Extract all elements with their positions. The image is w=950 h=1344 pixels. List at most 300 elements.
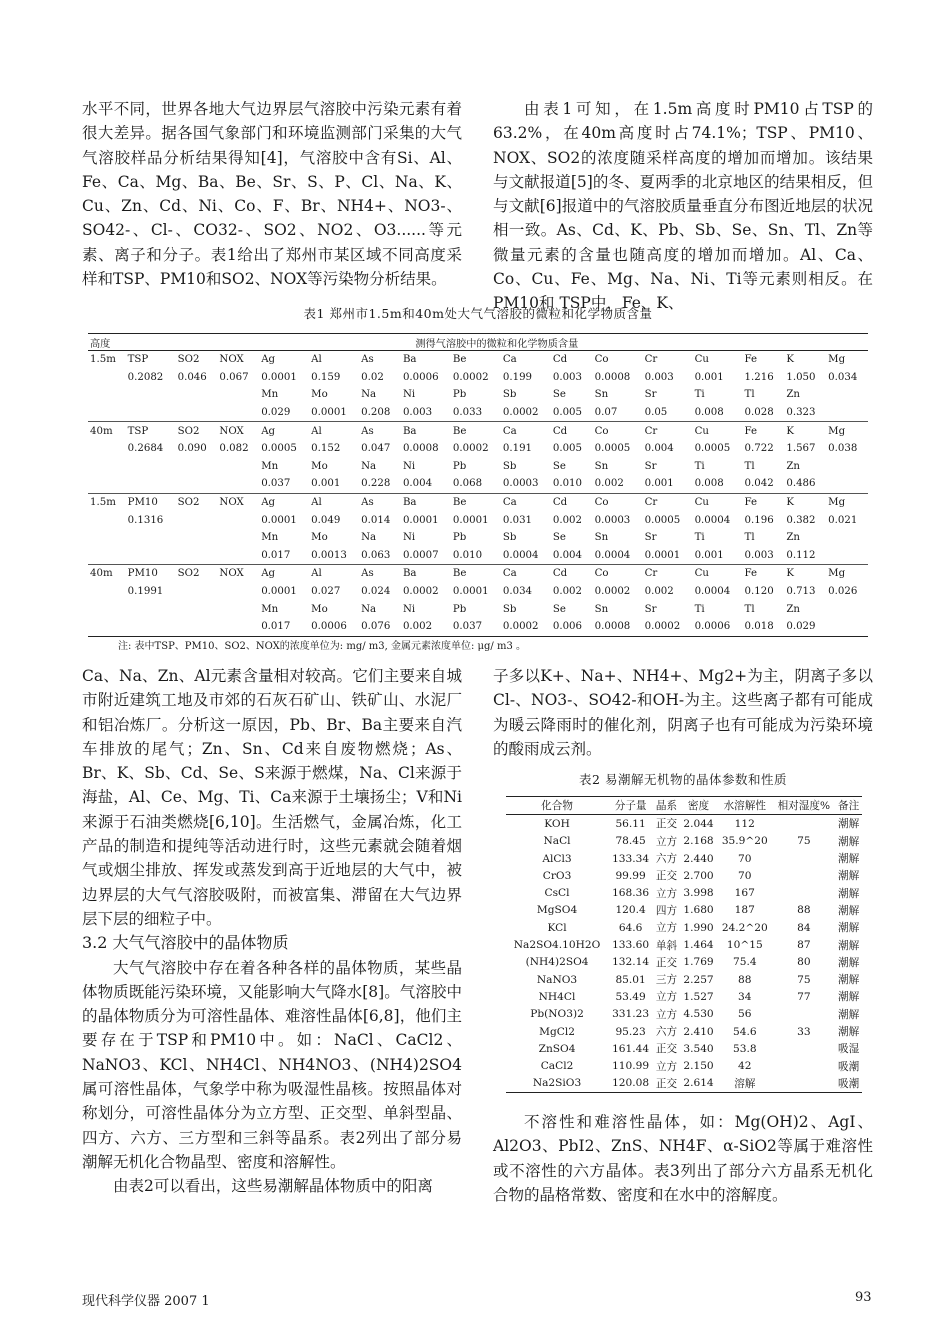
table-cell: Se xyxy=(552,460,566,472)
table2 xyxy=(506,796,862,1093)
table-cell: 0.0005 xyxy=(644,514,681,526)
right-column-top xyxy=(493,97,873,316)
table-cell: 正交 xyxy=(655,870,678,883)
table-cell: Mn xyxy=(261,460,279,472)
table-cell: 吸潮 xyxy=(835,1075,862,1093)
table-cell: 87 xyxy=(797,939,811,952)
table-cell: 潮解 xyxy=(838,922,860,935)
table-cell: Ti xyxy=(694,532,705,544)
table-header-cell: 晶系 xyxy=(653,797,680,815)
table-cell: Ca xyxy=(501,422,551,440)
table-cell: Mg xyxy=(828,354,846,366)
table-cell: 10^15 xyxy=(726,939,763,952)
table-cell: Na2SO4.10H2O xyxy=(513,939,601,952)
table-cell: 0.047 xyxy=(361,443,391,455)
table-cell xyxy=(126,600,176,618)
table-cell: Ni xyxy=(402,389,416,401)
table-cell: 4.530 xyxy=(683,1008,714,1021)
table-header-cell: 分子量 xyxy=(608,797,653,815)
table-cell: 1.5m xyxy=(88,493,126,511)
table-cell: 1.216 xyxy=(744,371,774,383)
table-cell: 0.0013 xyxy=(311,549,347,561)
table-cell: 0.1991 xyxy=(127,586,164,598)
table-cell: 0.722 xyxy=(744,443,774,455)
table-header-cell: 备注 xyxy=(835,797,862,815)
table-cell: Se xyxy=(552,603,566,615)
table-cell: Ag xyxy=(259,565,309,583)
table-cell: PM10 xyxy=(126,493,176,511)
table-cell: 33 xyxy=(797,1025,811,1038)
table-cell: 0.068 xyxy=(452,478,483,490)
table-cell: Sr xyxy=(644,389,657,401)
table-cell: 0.382 xyxy=(786,514,816,526)
table-cell xyxy=(176,583,218,601)
table-cell: NOX xyxy=(217,422,259,440)
table-cell: 0.003 xyxy=(552,371,583,383)
table-cell: 0.001 xyxy=(694,549,724,561)
table-row xyxy=(88,458,868,476)
table-row xyxy=(88,511,868,529)
table-cell: 0.2082 xyxy=(127,371,164,383)
table-cell: 0.159 xyxy=(311,371,341,383)
table-cell: Cr xyxy=(643,493,693,511)
table-cell xyxy=(88,386,126,404)
table-row xyxy=(506,1057,862,1074)
table-cell: Be xyxy=(451,493,501,511)
table-cell: Sr xyxy=(644,532,657,544)
table-cell: 0.1316 xyxy=(127,514,164,526)
table-cell: Fe xyxy=(743,493,785,511)
table-row xyxy=(506,1006,862,1023)
table-header-cell: 高度 xyxy=(88,334,126,351)
table-cell: NH4Cl xyxy=(538,990,576,1003)
table-cell: Pb xyxy=(452,460,467,472)
table-cell: Co xyxy=(593,565,643,583)
table-cell xyxy=(126,404,176,422)
table-cell xyxy=(88,369,126,387)
table-cell: 0.033 xyxy=(452,407,483,419)
table-cell: Tl xyxy=(744,532,755,544)
table-cell: 潮解 xyxy=(838,853,860,866)
table-cell: 0.0005 xyxy=(694,443,731,455)
table-cell: NOX xyxy=(217,565,259,583)
table-cell: Ni xyxy=(402,532,416,544)
table-cell: 0.0008 xyxy=(402,443,439,455)
table-cell: 0.0002 xyxy=(643,618,693,636)
table-cell: 1.990 xyxy=(683,921,714,934)
table-cell: 0.004 xyxy=(644,443,674,455)
table-cell: 0.049 xyxy=(311,514,341,526)
table-cell: 0.0004 xyxy=(502,549,539,561)
table-cell: 70 xyxy=(738,869,752,882)
table-cell: CaCl2 xyxy=(540,1060,574,1073)
table-cell: 正交 xyxy=(653,1075,680,1093)
table-cell: 24.2^20 xyxy=(721,921,768,934)
paragraph: 不溶性和难溶性晶体，如：Mg(OH)2、AgI、Al2O3、PbI2、ZnS、NH4F、α-SiO2等属于难溶性或不溶性的六方晶体。表3列出了部分六方晶系无机化合物的晶格常数、密度和在水中的溶解度。 xyxy=(493,1113,873,1204)
table-cell: 潮解 xyxy=(838,991,860,1004)
table-cell: 0.0001 xyxy=(402,514,439,526)
table-header-cell: 密度 xyxy=(680,797,717,815)
table-cell: Cr xyxy=(643,422,693,440)
table-cell: Be xyxy=(451,422,501,440)
table1 xyxy=(88,333,868,637)
table-row xyxy=(88,475,868,493)
table-cell: 168.36 xyxy=(612,887,650,900)
table-cell: Mo xyxy=(311,389,328,401)
table-cell xyxy=(826,600,868,618)
table-cell xyxy=(88,458,126,476)
table-cell: 331.23 xyxy=(612,1008,650,1021)
table-cell xyxy=(772,1057,835,1074)
table-cell: 六方 xyxy=(655,853,678,866)
table-cell: KOH xyxy=(544,817,570,830)
table-cell: MgSO4 xyxy=(536,904,578,917)
table-cell: Zn xyxy=(786,532,800,544)
table-cell: 2.168 xyxy=(683,835,714,848)
table-cell: Cr xyxy=(644,354,658,366)
table-cell: 1.527 xyxy=(683,990,714,1003)
left-column-top xyxy=(82,97,462,291)
table-row xyxy=(88,369,868,387)
table-cell: 0.228 xyxy=(361,478,391,490)
table-cell: 潮解 xyxy=(838,835,860,848)
table-cell: TSP xyxy=(126,422,176,440)
table-cell: 0.05 xyxy=(644,407,668,419)
table-cell: 0.07 xyxy=(594,407,618,419)
table-cell: 0.002 xyxy=(644,586,674,598)
table-cell: 潮解 xyxy=(838,939,860,952)
table-cell: Sb xyxy=(502,460,517,472)
table-cell: 0.0007 xyxy=(402,549,439,561)
table-cell: Se xyxy=(552,389,566,401)
table-cell: 88 xyxy=(738,973,752,986)
table-cell: Tl xyxy=(744,389,755,401)
table-cell xyxy=(176,511,218,529)
table-cell: 0.0005 xyxy=(261,443,297,455)
table-cell: Zn xyxy=(786,389,800,401)
table-cell: 0.004 xyxy=(402,478,433,490)
table-cell: Sb xyxy=(502,389,517,401)
table-cell: 0.002 xyxy=(552,514,583,526)
table-cell: 0.037 xyxy=(261,478,291,490)
table-cell xyxy=(88,600,126,618)
table-cell: 1.567 xyxy=(786,443,816,455)
table-cell: Al xyxy=(311,354,322,366)
table-cell xyxy=(217,475,259,493)
table-cell: 0.002 xyxy=(552,586,583,598)
table-cell: 0.005 xyxy=(552,407,583,419)
table-cell: 0.001 xyxy=(311,478,341,490)
table-cell xyxy=(176,458,218,476)
table-cell: 75.4 xyxy=(732,956,757,969)
table-cell: 0.002 xyxy=(594,478,624,490)
table-cell: 80 xyxy=(797,956,811,969)
table-cell: 0.029 xyxy=(261,407,291,419)
table-row xyxy=(88,404,868,422)
table-cell: 0.034 xyxy=(828,371,858,383)
table-cell: 1.464 xyxy=(683,939,714,952)
table-cell: 0.112 xyxy=(786,549,816,561)
table-cell: 0.076 xyxy=(359,618,401,636)
table-cell: Al xyxy=(309,422,359,440)
table-cell xyxy=(772,815,835,833)
table-cell: 0.005 xyxy=(552,443,583,455)
table2-caption: 表2 易潮解无机物的晶体参数和性质 xyxy=(579,772,787,787)
table-cell xyxy=(176,529,218,547)
table-cell xyxy=(772,867,835,884)
table-cell: 0.003 xyxy=(402,407,433,419)
table-cell: PM10 xyxy=(126,565,176,583)
table-cell: 2.150 xyxy=(683,1060,714,1073)
table-cell: SO2 xyxy=(176,565,218,583)
table-row xyxy=(88,529,868,547)
table-row xyxy=(506,1075,862,1093)
table-cell: 1.680 xyxy=(683,904,714,917)
table-row xyxy=(88,422,868,440)
table-header-cell: 水溶解性 xyxy=(717,797,772,815)
table-cell: 0.017 xyxy=(259,618,309,636)
table-cell: 0.0002 xyxy=(452,371,489,383)
table-cell: 0.152 xyxy=(311,443,341,455)
table-cell: 2.700 xyxy=(683,869,714,882)
table-row xyxy=(88,600,868,618)
table-cell: 溶解 xyxy=(717,1075,772,1093)
table-cell: CrO3 xyxy=(542,869,572,882)
table1-note: 注: 表中TSP、PM10、SO2、NOX的浓度单位为: mg/ m3, 金属元素浓度单位: μg/ m3 。 xyxy=(118,641,526,652)
table-cell: 70 xyxy=(738,852,752,865)
table-cell: Tl xyxy=(744,603,755,615)
footer-journal: 现代科学仪器 2007 1 xyxy=(82,1294,210,1309)
table-row xyxy=(88,386,868,404)
table-cell: 潮解 xyxy=(838,974,860,987)
table-cell: 0.004 xyxy=(552,549,583,561)
table-cell xyxy=(217,618,259,636)
table-cell: 2.257 xyxy=(683,973,714,986)
table-cell: 112 xyxy=(734,817,755,830)
table-cell xyxy=(826,458,868,476)
table-cell: Ti xyxy=(694,603,705,615)
table-cell xyxy=(176,386,218,404)
table-cell: Ca xyxy=(501,565,551,583)
table-cell: Ni xyxy=(402,460,416,472)
table-cell xyxy=(176,600,218,618)
table-cell: 1.5m xyxy=(90,354,116,366)
table-row xyxy=(506,815,862,833)
table-cell: Pb xyxy=(452,389,467,401)
table-cell: 0.063 xyxy=(361,549,391,561)
table-cell xyxy=(217,458,259,476)
table-cell: 64.6 xyxy=(618,921,643,934)
table1-caption: 表1 郑州市1.5m和40m处大气气溶胶的微粒和化学物质含量 xyxy=(303,306,653,321)
table-cell: 正交 xyxy=(655,956,678,969)
table-cell: 0.010 xyxy=(452,549,483,561)
page-number: 93 xyxy=(855,1290,872,1305)
table-cell: 0.027 xyxy=(311,586,341,598)
table-cell: 0.191 xyxy=(502,443,533,455)
table-cell: Al xyxy=(309,565,359,583)
table-cell: 立方 xyxy=(655,1008,678,1021)
table-cell: 0.021 xyxy=(828,514,858,526)
table-cell: 立方 xyxy=(655,835,678,848)
table-row xyxy=(506,850,862,867)
table-row xyxy=(88,565,868,583)
table-cell: 0.323 xyxy=(786,407,816,419)
table-cell: 56.11 xyxy=(615,817,646,830)
table-cell: 0.0001 xyxy=(452,586,489,598)
table-cell: 40m xyxy=(88,565,126,583)
table-cell: Sn xyxy=(594,603,609,615)
table-cell: 0.0001 xyxy=(452,514,489,526)
table-cell: 40m xyxy=(88,422,126,440)
table-cell: 立方 xyxy=(655,887,678,900)
table-cell: 0.0002 xyxy=(402,586,439,598)
table-cell: ZnSO4 xyxy=(538,1042,576,1055)
table-cell: 0.018 xyxy=(743,618,785,636)
table-cell: MgCl2 xyxy=(539,1025,575,1038)
table-row xyxy=(506,954,862,971)
table-cell xyxy=(772,1040,835,1057)
table-cell xyxy=(826,547,868,565)
table-cell xyxy=(176,404,218,422)
table-cell: Fe xyxy=(744,354,758,366)
table-cell: Na xyxy=(361,389,377,401)
table-cell: 潮解 xyxy=(838,1026,860,1038)
table-row xyxy=(88,618,868,636)
table-cell: K xyxy=(784,422,826,440)
table-cell: 正交 xyxy=(655,818,678,831)
table-cell: Sr xyxy=(644,460,657,472)
table-cell: 161.44 xyxy=(612,1042,650,1055)
table-cell: Cd xyxy=(551,565,593,583)
table-cell: K xyxy=(784,565,826,583)
table-cell: 77 xyxy=(797,990,811,1003)
table-cell: 潮解 xyxy=(838,887,860,900)
paragraph: 由表1可知，在1.5m高度时PM10占TSP的63.2%，在40m高度时占74.1%；TSP、PM10、NOX、SO2的浓度随采样高度的增加而增加。该结果与文献报道[5]的冬、夏两季的北京地区的结果相反，但与文献[6]报道中的气溶胶质量垂直分布图近地层的状况相一致。As、Cd、K、Pb、Sb、Se、Sn、Tl、Zn等微量元素的含量也随高度的增加而增加。Al、Ca、Co、Cu、Fe、Mg、Na、Ni、Ti等元素则相反。在PM10和 TSP中，Fe、K、 xyxy=(493,100,873,313)
table-cell: Tl xyxy=(744,460,755,472)
table-cell: 132.14 xyxy=(612,956,650,969)
table-cell: 0.010 xyxy=(552,478,583,490)
table-cell: Na xyxy=(361,460,377,472)
table-cell: Ti xyxy=(694,460,705,472)
table-cell: Co xyxy=(593,422,643,440)
table-cell: 0.196 xyxy=(744,514,774,526)
table-cell: 35.9^20 xyxy=(721,835,768,848)
table-cell: Cd xyxy=(552,354,568,366)
table-cell xyxy=(126,618,176,636)
table-cell xyxy=(88,404,126,422)
table-cell: (NH4)2SO4 xyxy=(525,956,589,969)
table-cell: 立方 xyxy=(655,922,678,935)
table-cell: Zn xyxy=(786,460,800,472)
table-cell: 0.008 xyxy=(694,478,724,490)
table-cell xyxy=(88,583,126,601)
table-cell: Se xyxy=(552,532,566,544)
table-cell: Na2SiO3 xyxy=(506,1075,608,1093)
table-cell: 0.028 xyxy=(744,407,774,419)
table-cell: Ba xyxy=(402,354,417,366)
table-cell: 0.208 xyxy=(361,407,391,419)
table-cell: Mg xyxy=(826,565,868,583)
table-cell: Cu xyxy=(694,354,709,366)
paragraph: 水平不同，世界各地大气边界层气溶胶中污染元素有着很大差异。据各国气象部门和环境监测部门采集的大气气溶胶样品分析结果得知[4]，气溶胶中含有Si、Al、Fe、Ca、Mg、Ba、Be、Sr、S、P、Cl、Na、K、Cu、Zn、Cd、Ni、Co、F、Br、NH4+、NO3-、SO42-、Cl-、CO32-、SO2、NO2、O3......等元素、离子和分子。表1给出了郑州市某区域不同高度采样和TSP、PM10和SO2、NOX等污染物分析结果。 xyxy=(82,100,462,289)
table-header-cell: 测得气溶胶中的微粒和化学物质含量 xyxy=(126,334,868,351)
table-row xyxy=(506,919,862,936)
table-cell: 187 xyxy=(734,904,755,917)
table-cell: 0.0002 xyxy=(501,618,551,636)
table-cell: 0.0002 xyxy=(594,586,631,598)
table-cell xyxy=(217,404,259,422)
table-cell: Cd xyxy=(551,493,593,511)
table-row xyxy=(506,971,862,988)
table-cell xyxy=(126,475,176,493)
table-cell: TSP xyxy=(127,354,149,366)
table-cell: 99.99 xyxy=(615,869,646,882)
table-cell: NOX xyxy=(217,493,259,511)
table-cell: Na xyxy=(361,603,377,615)
table-cell: 立方 xyxy=(655,1060,678,1073)
table-cell: 潮解 xyxy=(838,818,860,831)
table-cell xyxy=(126,386,176,404)
table-cell: Cu xyxy=(693,422,743,440)
table-cell: 3.540 xyxy=(683,1042,714,1055)
table-cell: 潮解 xyxy=(838,904,860,917)
table-cell xyxy=(772,850,835,867)
table-header-cell: 化合物 xyxy=(506,797,608,815)
table-row xyxy=(88,440,868,458)
table-cell: 0.0006 xyxy=(402,371,439,383)
table-cell: 正交 xyxy=(655,1043,678,1056)
table-cell: 立方 xyxy=(655,991,678,1004)
table-cell: 吸湿 xyxy=(838,1043,860,1056)
table-header-row xyxy=(88,334,868,351)
table-row xyxy=(506,902,862,919)
table-cell: 0.0002 xyxy=(502,407,539,419)
table-cell: 0.0001 xyxy=(261,586,297,598)
table-cell: Mo xyxy=(311,532,328,544)
table-cell: 0.034 xyxy=(502,586,533,598)
table-cell: Co xyxy=(594,354,609,366)
table-cell: K xyxy=(784,493,826,511)
table-cell: 2.614 xyxy=(680,1075,717,1093)
table-cell: 0.0003 xyxy=(502,478,539,490)
table-cell xyxy=(217,600,259,618)
table-cell: 84 xyxy=(797,921,811,934)
table-cell xyxy=(826,529,868,547)
table-cell: 34 xyxy=(738,990,752,1003)
table-cell: 75 xyxy=(797,973,811,986)
table-cell: 0.008 xyxy=(694,407,724,419)
table-cell: Ca xyxy=(502,354,517,366)
table-cell: 潮解 xyxy=(838,870,860,883)
table-row xyxy=(88,493,868,511)
table-cell xyxy=(772,1006,835,1023)
table-cell: 0.0001 xyxy=(261,514,297,526)
table-cell: Mo xyxy=(311,460,328,472)
table-cell: 1.769 xyxy=(683,956,714,969)
paragraph: Ca、Na、Zn、Al元素含量相对较高。它们主要来自城市附近建筑工地及市郊的石灰石矿山、铁矿山、水泥厂和铝冶炼厂。分析这一原因，Pb、Br、Ba主要来自汽车排放的尾气；Zn、Sn、Cd来自废物燃烧；As、Br、K、Sb、Cd、Se、S来源于燃煤，Na、Cl来源于海盐，Al、Ce、Mg、Ti、Ca来源于土壤扬尘；V和Ni来源于石油类燃烧[6,10]。生活燃气，金属冶炼，化工产品的制造和提纯等活动进行时，这些元素就会随着烟气或烟尘排放、挥发或蒸发到高于近地层的大气中，被边界层的大气气溶胶吸附，而被富集、滞留在大气边界层下层的细粒子中。 xyxy=(82,667,462,928)
table-cell: Sb xyxy=(502,532,517,544)
table-cell: Na xyxy=(361,532,377,544)
table-cell: Ba xyxy=(401,493,451,511)
table-cell: Cu xyxy=(693,493,743,511)
table-cell: 85.01 xyxy=(615,973,646,986)
table-cell xyxy=(126,458,176,476)
table-cell: 120.08 xyxy=(608,1075,653,1093)
table-cell: 133.34 xyxy=(612,852,650,865)
table-cell: Mn xyxy=(261,389,279,401)
table-cell: 0.031 xyxy=(502,514,533,526)
table-cell: 54.6 xyxy=(732,1025,757,1038)
